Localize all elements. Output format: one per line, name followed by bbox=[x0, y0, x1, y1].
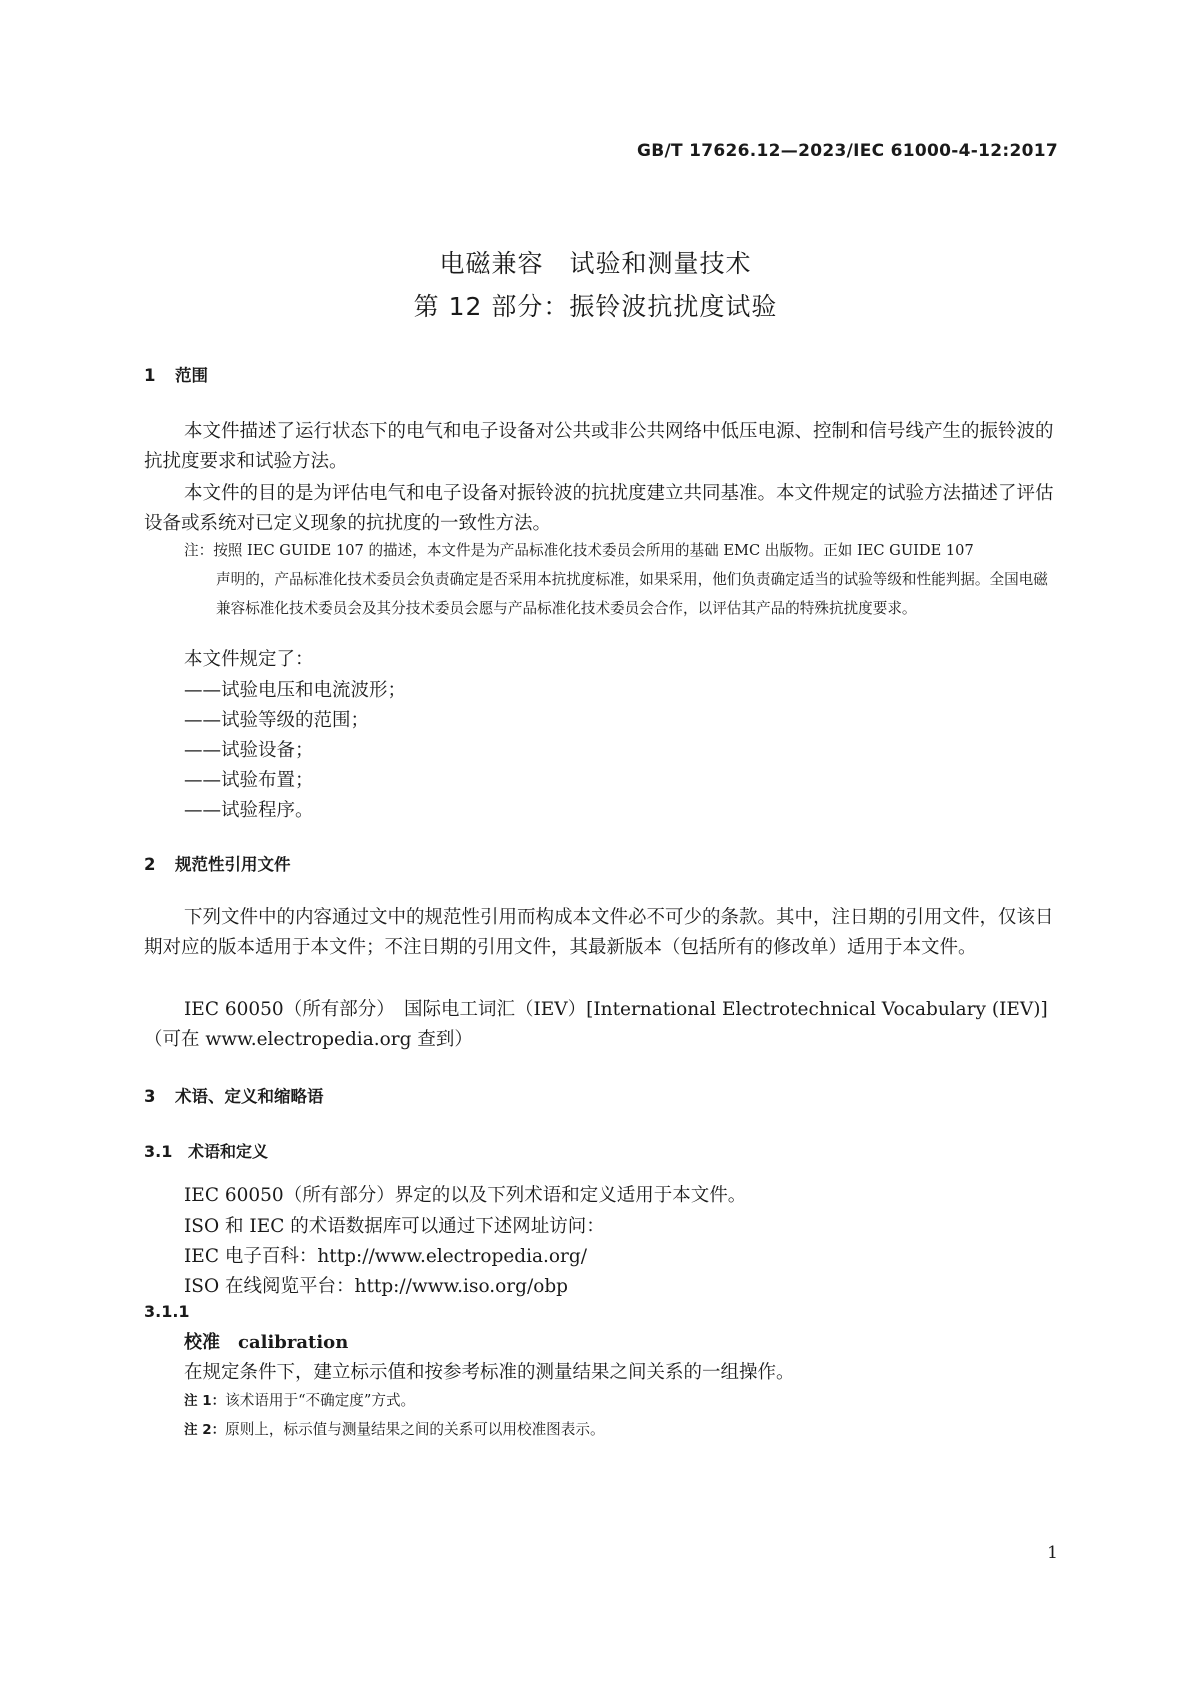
note-text: 按照 IEC GUIDE 107 的描述，本文件是为产品标准化技术委员会所用的基础 EMC 出版物。正如 IEC GUIDE 107 bbox=[213, 542, 974, 559]
paragraph-text: 本文件的目的是为评估电气和电子设备对振铃波的抗扰度建立共同基准。本文件规定的试验方法描述了评估设备或系统对已定义现象的抗扰度的一致性方法。 bbox=[144, 483, 1054, 534]
paragraph bbox=[144, 479, 1056, 539]
list-item: ——试验程序。 bbox=[184, 800, 314, 821]
paragraph-text: 下列文件中的内容通过文中的规范性引用而构成本文件必不可少的条款。其中，注日期的引用文件，仅该日期对应的版本适用于本文件；不注日期的引用文件，其最新版本（包括所有的修改单）适用于本文件。 bbox=[144, 907, 1054, 958]
text-line: ISO 在线阅览平台：http://www.iso.org/obp bbox=[184, 1276, 569, 1297]
note-label: 注 2： bbox=[184, 1422, 226, 1438]
term-chinese: 校准 bbox=[184, 1332, 220, 1353]
paragraph bbox=[144, 417, 1056, 477]
definition: 在规定条件下，建立标示值和按参考标准的测量结果之间关系的一组操作。 bbox=[184, 1362, 795, 1383]
list-item: ——试验等级的范围； bbox=[184, 710, 370, 731]
list-item: ——试验设备； bbox=[184, 740, 314, 761]
term-number: 3.1.1 bbox=[144, 1302, 190, 1321]
text-line: ISO 和 IEC 的术语数据库可以通过下述网址访问： bbox=[184, 1216, 605, 1237]
section-2-heading bbox=[144, 851, 291, 875]
note bbox=[184, 536, 1057, 623]
title-line-1: 电磁兼容 试验和测量技术 bbox=[439, 249, 752, 278]
section-1-heading bbox=[144, 362, 208, 386]
list-item: ——试验布置； bbox=[184, 770, 314, 791]
reference-line: IEC 60050（所有部分） 国际电工词汇（IEV）[International Electrotechnical Vocabulary (IEV)] bbox=[184, 999, 1048, 1020]
text-line: IEC 电子百科：http://www.electropedia.org/ bbox=[184, 1246, 587, 1267]
note-first-line bbox=[184, 536, 1057, 565]
standard-code: GB/T 17626.12—2023/IEC 61000-4-12:2017 bbox=[636, 141, 1058, 161]
section-title: 规范性引用文件 bbox=[175, 855, 291, 874]
note-1 bbox=[184, 1386, 1057, 1416]
subsection-title: 术语和定义 bbox=[188, 1142, 269, 1161]
paragraph-text: 本文件描述了运行状态下的电气和电子设备对公共或非公共网络中低压电源、控制和信号线产生的振铃波的抗扰度要求和试验方法。 bbox=[144, 421, 1054, 472]
section-number: 2 bbox=[144, 855, 156, 874]
title-line-2: 第 12 部分：振铃波抗扰度试验 bbox=[413, 292, 778, 321]
specifies-line: 本文件规定了： bbox=[184, 649, 314, 670]
page-number: 1 bbox=[1047, 1543, 1058, 1563]
section-title: 范围 bbox=[175, 366, 208, 385]
section-3-heading bbox=[144, 1083, 324, 1107]
list-item: ——试验电压和电流波形； bbox=[184, 680, 407, 701]
term-english: calibration bbox=[238, 1332, 349, 1353]
text-line: IEC 60050（所有部分）界定的以及下列术语和定义适用于本文件。 bbox=[184, 1185, 747, 1206]
note-label: 注 1： bbox=[184, 1393, 226, 1409]
paragraph bbox=[144, 903, 1056, 963]
note-label: 注： bbox=[184, 542, 214, 559]
section-number: 3 bbox=[144, 1087, 156, 1106]
subsection-3-1-heading bbox=[144, 1139, 268, 1162]
subsection-number: 3.1 bbox=[144, 1142, 173, 1161]
section-title: 术语、定义和缩略语 bbox=[175, 1087, 324, 1106]
reference-line-continuation: （可在 www.electropedia.org 查到） bbox=[144, 1029, 473, 1050]
note-text: 原则上，标示值与测量结果之间的关系可以用校准图表示。 bbox=[225, 1421, 605, 1438]
note-text: 该术语用于“不确定度”方式。 bbox=[225, 1392, 416, 1409]
term-entry bbox=[184, 1328, 348, 1354]
note-continuation: 声明的，产品标准化技术委员会负责确定是否采用本抗扰度标准，如果采用，他们负责确定适当的试验等级和性能判据。全国电磁兼容标准化技术委员会及其分技术委员会愿与产品标准化技术委员会合作，以评估其产品的特殊抗扰度要求。 bbox=[216, 571, 1048, 617]
section-number: 1 bbox=[144, 366, 156, 385]
note-2 bbox=[184, 1415, 1057, 1445]
